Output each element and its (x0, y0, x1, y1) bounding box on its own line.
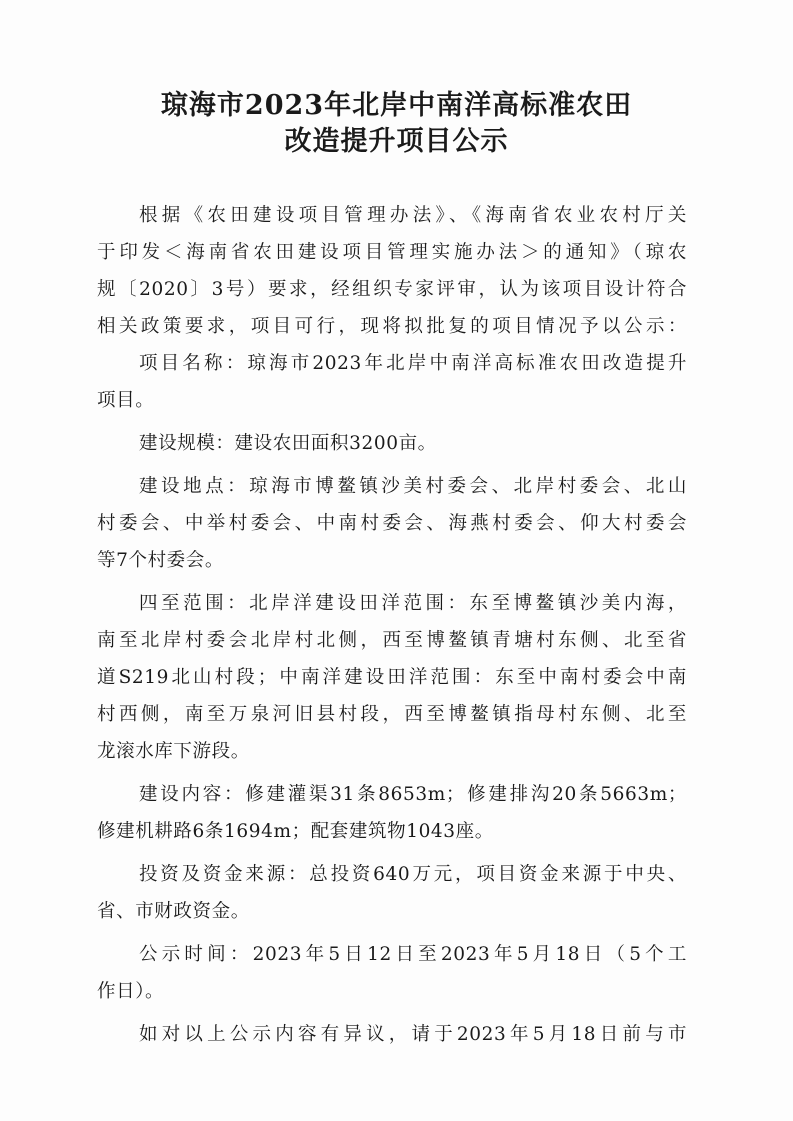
content-line-2: 修建机耕路6条1694m；配套建筑物1043座。 (97, 821, 494, 842)
period-line-2: 作日）。 (97, 981, 165, 1002)
boundaries-line-2: 南至北岸村委会北岸村北侧，西至博鳌镇青塘村东侧、北至省 (97, 630, 687, 651)
boundaries-line-1: 四至范围：北岸洋建设田洋范围：东至博鳌镇沙美内海， (139, 593, 687, 614)
content-paragraph (97, 776, 687, 850)
period-paragraph (97, 936, 687, 1010)
intro-paragraph (97, 197, 687, 345)
objection-line-1: 如对以上公示内容有异议，请于2023年5月18日前与市 (139, 1024, 687, 1045)
boundaries-line-5: 龙滚水库下游段。 (97, 741, 250, 762)
intro-line-4: 相关政策要求，项目可行，现将拟批复的项目情况予以公示： (97, 316, 687, 337)
funding-line-1: 投资及资金来源：总投资640万元，项目资金来源于中央、 (139, 864, 687, 885)
project-name-paragraph (97, 345, 687, 419)
intro-line-1: 根据《农田建设项目管理办法》、《海南省农业农村厅关 (139, 205, 687, 226)
intro-line-3: 规〔2020〕3号）要求，经组织专家评审，认为该项目设计符合 (97, 279, 687, 300)
location-line-3: 等7个村委会。 (97, 550, 224, 571)
boundaries-line-4: 村西侧，南至万泉河旧县村段，西至博鳌镇指母村东侧、北至 (97, 704, 687, 725)
boundaries-paragraph (97, 585, 687, 770)
intro-line-2: 于印发＜海南省农田建设项目管理实施办法＞的通知》（琼农 (97, 242, 687, 263)
scale-line-1: 建设规模：建设农田面积3200亩。 (139, 433, 437, 454)
content-line-1: 建设内容：修建灌渠31条8653m；修建排沟20条5663m； (139, 784, 687, 805)
location-paragraph (97, 468, 687, 579)
location-line-1: 建设地点：琼海市博鳌镇沙美村委会、北岸村委会、北山 (139, 476, 687, 497)
boundaries-line-3: 道S219北山村段；中南洋建设田洋范围：东至中南村委会中南 (97, 667, 687, 688)
location-line-2: 村委会、中举村委会、中南村委会、海燕村委会、仰大村委会 (97, 513, 687, 534)
title-line-2: 改造提升项目公示 (284, 126, 509, 157)
funding-paragraph (97, 856, 687, 930)
document-body (97, 197, 687, 1053)
objection-paragraph (97, 1016, 687, 1053)
period-line-1: 公示时间：2023年5日12日至2023年5月18日（5个工 (139, 944, 687, 965)
project-name-line-2: 项目。 (97, 390, 155, 411)
project-name-line-1: 项目名称：琼海市2023年北岸中南洋高标准农田改造提升 (139, 353, 687, 374)
funding-line-2: 省、市财政资金。 (97, 901, 250, 922)
scale-paragraph (97, 425, 687, 462)
title-line-1: 琼海市2023年北岸中南洋高标准农田 (160, 90, 633, 121)
document-title (0, 88, 793, 160)
